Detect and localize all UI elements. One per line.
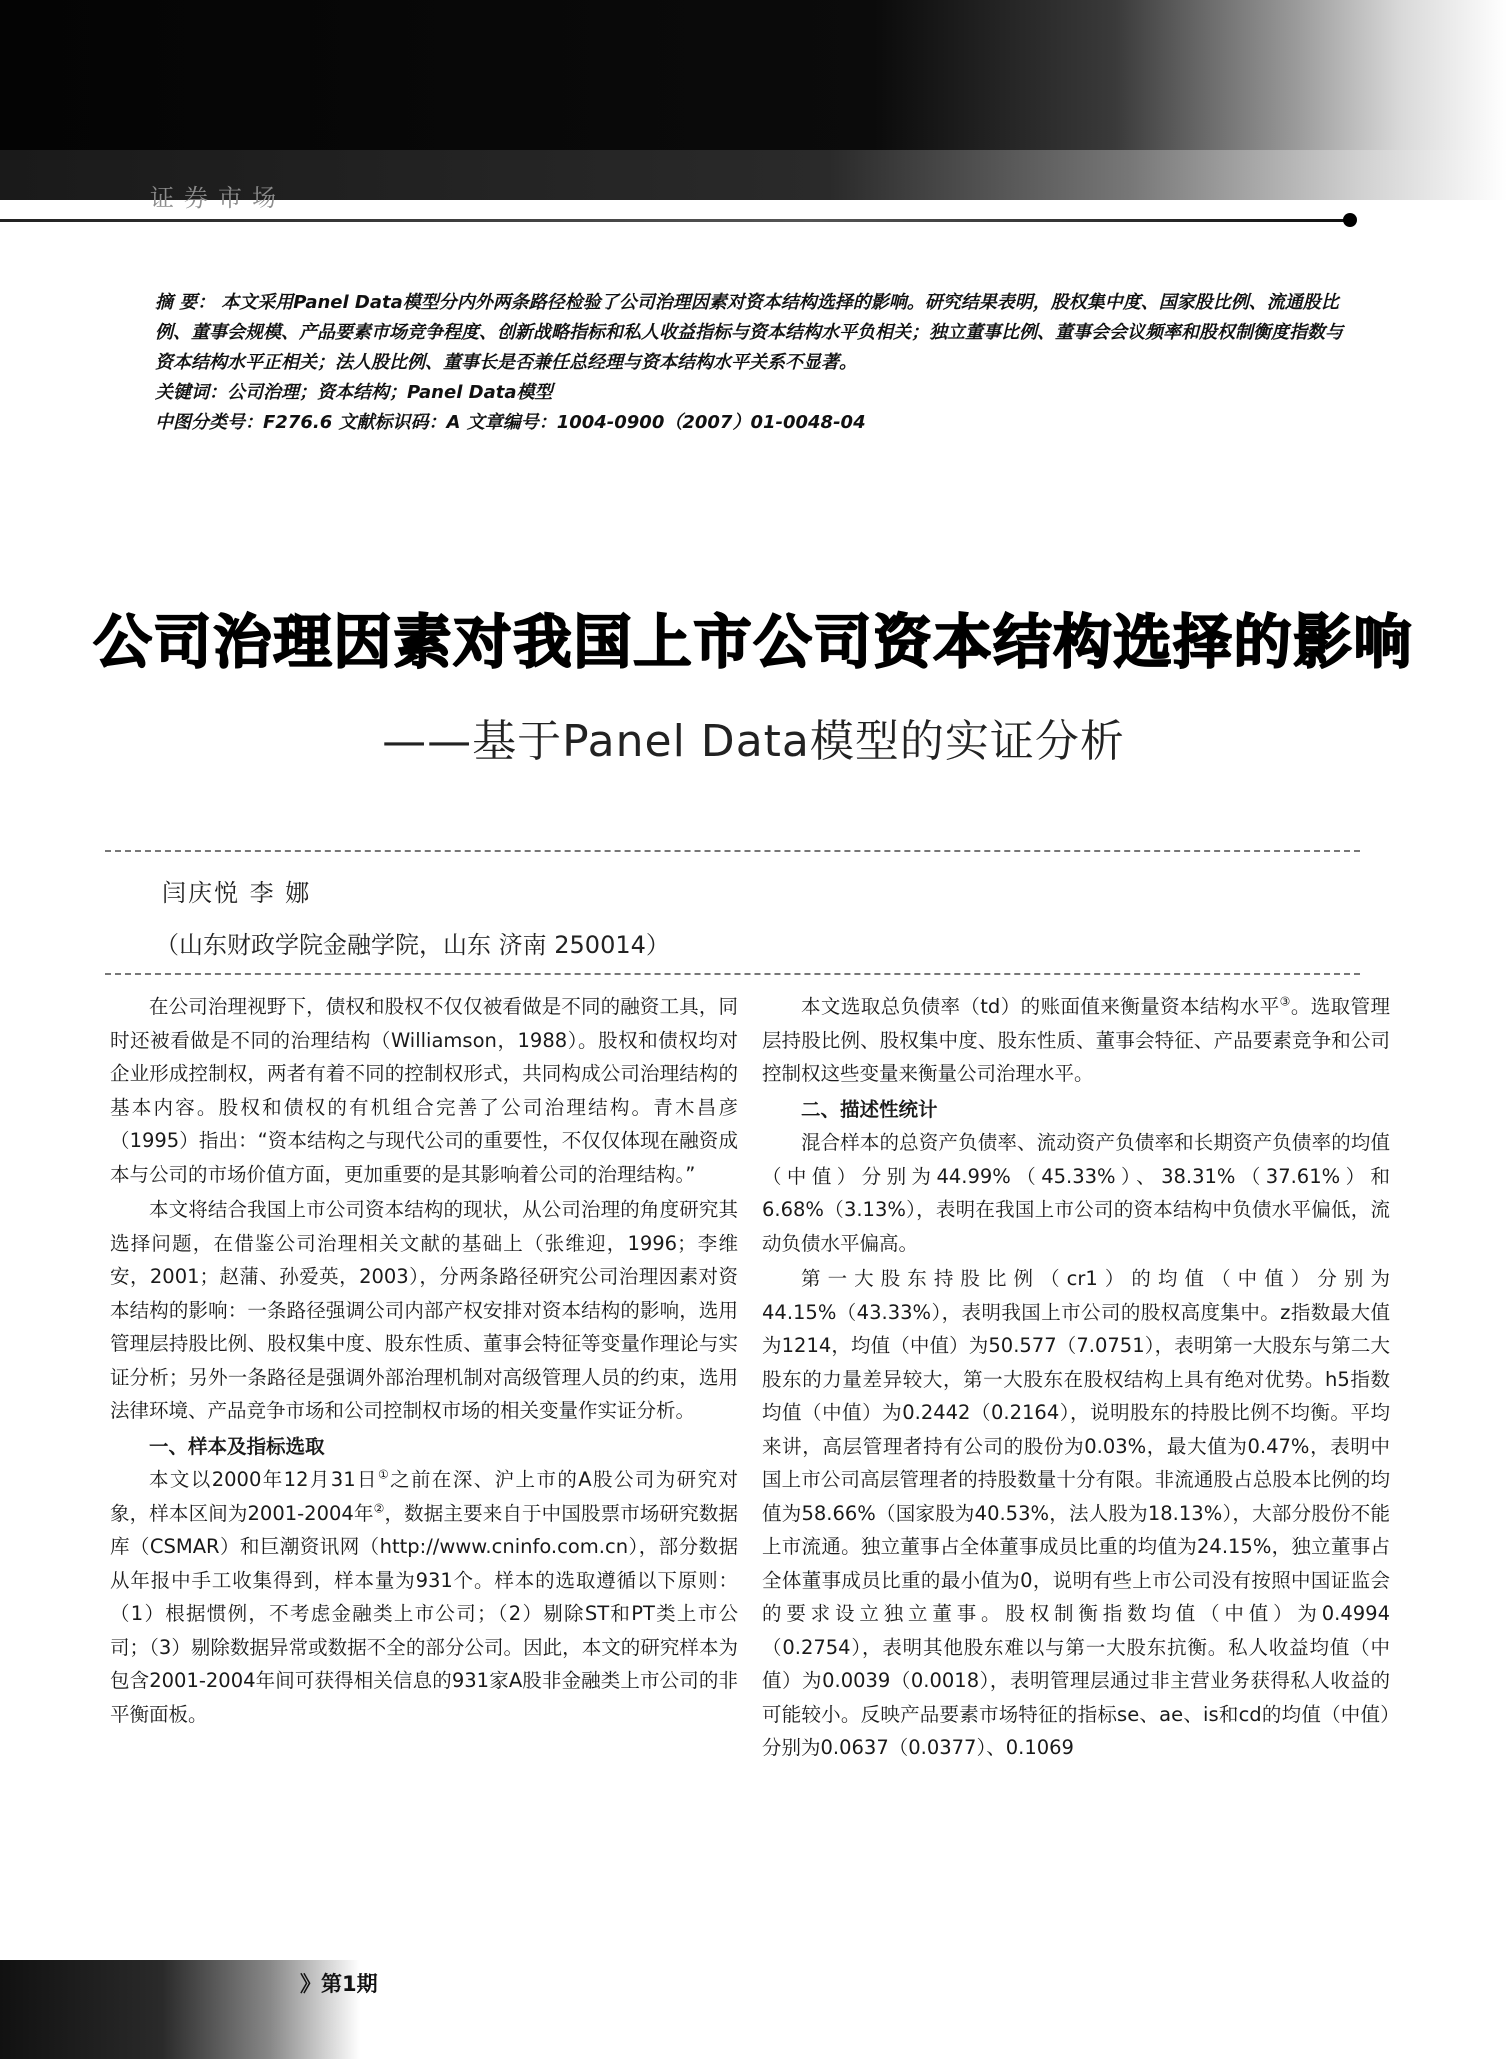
text-run: 本文以2000年12月31日 [149,1468,378,1491]
article-subtitle: ——基于Panel Data模型的实证分析 [382,716,1125,767]
section-heading: 二、描述性统计 [801,1097,938,1121]
header-rule [0,219,1350,222]
body-column-left [110,990,738,1733]
text-run: 本文选取总负债率（td）的账面值来衡量资本结构水平 [801,995,1280,1018]
footnote-marker: ② [373,1501,385,1515]
footnote-marker: ③ [1279,994,1291,1009]
divider-bottom [105,973,1360,975]
body-paragraph [762,990,1390,1091]
body-column-right [762,990,1390,1767]
abstract-block [155,288,1355,438]
keywords-label: 关键词： [155,382,227,403]
section-label: 证券市场 [150,184,286,212]
body-paragraph: 在公司治理视野下，债权和股权不仅仅被看做是不同的融资工具，同时还被看做是不同的治理结构（Williamson，1988）。股权和债权均对企业形成控制权，两者有着不同的控制权形式，共同构成公司治理结构的基本内容。股权和债权的有机组合完善了公司治理结构。青木昌彦（1995）指出：“资本结构之与现代公司的重要性，不仅仅体现在融资成本与公司的市场价值方面，更加重要的是其影响着公司的治理结构。” [110,995,738,1186]
body-paragraph [110,1463,738,1731]
article-title: 公司治理因素对我国上市公司资本结构选择的影响 [93,608,1414,676]
keywords-text: 公司治理；资本结构；Panel Data模型 [227,382,553,403]
text-run: 。选取管理层持股比例、股权集中度、股东性质、董事会特征、产品要素竞争和公司控制权这些变量来衡量公司治理水平。 [762,995,1390,1085]
abstract-text: 本文采用Panel Data模型分内外两条路径检验了公司治理因素对资本结构选择的影响。研究结果表明，股权集中度、国家股比例、流通股比例、董事会规模、产品要素市场竞争程度、创新战略指标和私人收益指标与资本结构水平负相关；独立董事比例、董事会会议频率和股权制衡度指数与资本结构水平正相关；法人股比例、董事长是否兼任总经理与资本结构水平关系不显著。 [155,292,1343,373]
header-rule-dot [1343,213,1357,227]
text-run: ，数据主要来自于中国股票市场研究数据库（CSMAR）和巨潮资讯网（http://www.cninfo.com.cn），部分数据从年报中手工收集得到，样本量为931个。样本的选取遵循以下原则：（1）根据惯例，不考虑金融类上市公司；（2）剔除ST和PT类上市公司；（3）剔除数据异常或数据不全的部分公司。因此，本文的研究样本为包含2001-2004年间可获得相关信息的931家A股非金融类上市公司的非平衡面板。 [110,1501,738,1726]
footnote-marker: ① [377,1467,391,1482]
abstract-label: 摘 要： [155,292,216,313]
abstract-summary [155,288,1355,378]
classification-line: 中图分类号：F276.6 文献标识码：A 文章编号：1004-0900（2007）01-0048-04 [155,412,866,433]
body-paragraph: 混合样本的总资产负债率、流动资产负债率和长期资产负债率的均值（中值）分别为44.99%（45.33%）、38.31%（37.61%）和6.68%（3.13%），表明在我国上市公司的资本结构中负债水平偏低，流动负债水平偏高。 [762,1131,1390,1255]
section-heading: 一、样本及指标选取 [149,1434,325,1458]
divider-top [105,850,1360,852]
keywords [155,378,1355,408]
text-run: 之前在深、沪上市的A股公司为研究对象，样本区间为2001-2004年 [110,1468,738,1525]
body-paragraph: 本文将结合我国上市公司资本结构的现状，从公司治理的角度研究其选择问题，在借鉴公司治理相关文献的基础上（张维迎，1996；李维安，2001；赵蒲、孙爱英，2003），分两条路径研究公司治理因素对资本结构的影响：一条路径强调公司内部产权安排对资本结构的影响，选用管理层持股比例、股权集中度、股东性质、董事会特征等变量作理论与实证分析；另外一条路径是强调外部治理机制对高级管理人员的约束，选用法律环境、产品竞争市场和公司控制权市场的相关变量作实证分析。 [110,1198,738,1422]
affiliation: （山东财政学院金融学院，山东 济南 250014） [155,931,670,959]
issue-label: 》第1期 [300,1972,378,1996]
body-paragraph: 第一大股东持股比例（cr1）的均值（中值）分别为44.15%（43.33%），表明我国上市公司的股权高度集中。z指数最大值为1214，均值（中值）为50.577（7.0751），表明第一大股东与第二大股东的力量差异较大，第一大股东在股权结构上具有绝对优势。h5指数均值（中值）为0.2442（0.2164），说明股东的持股比例不均衡。平均来讲，高层管理者持有公司的股份为0.03%，最大值为0.47%，表明中国上市公司高层管理者的持股数量十分有限。非流通股占总股本比例的均值为58.66%（国家股为40.53%，法人股为18.13%），大部分股份不能上市流通。独立董事占全体董事成员比重的均值为24.15%，独立董事占全体董事成员比重的最小值为0，说明有些上市公司没有按照中国证监会的要求设立独立董事。股权制衡指数均值（中值）为0.4994（0.2754），表明其他股东难以与第一大股东抗衡。私人收益均值（中值）为0.0039（0.0018），表明管理层通过非主营业务获得私人收益的可能较小。反映产品要素市场特征的指标se、ae、is和cd的均值（中值）分别为0.0637（0.0377）、0.1069 [762,1267,1390,1759]
authors: 闫庆悦 李 娜 [162,879,312,907]
